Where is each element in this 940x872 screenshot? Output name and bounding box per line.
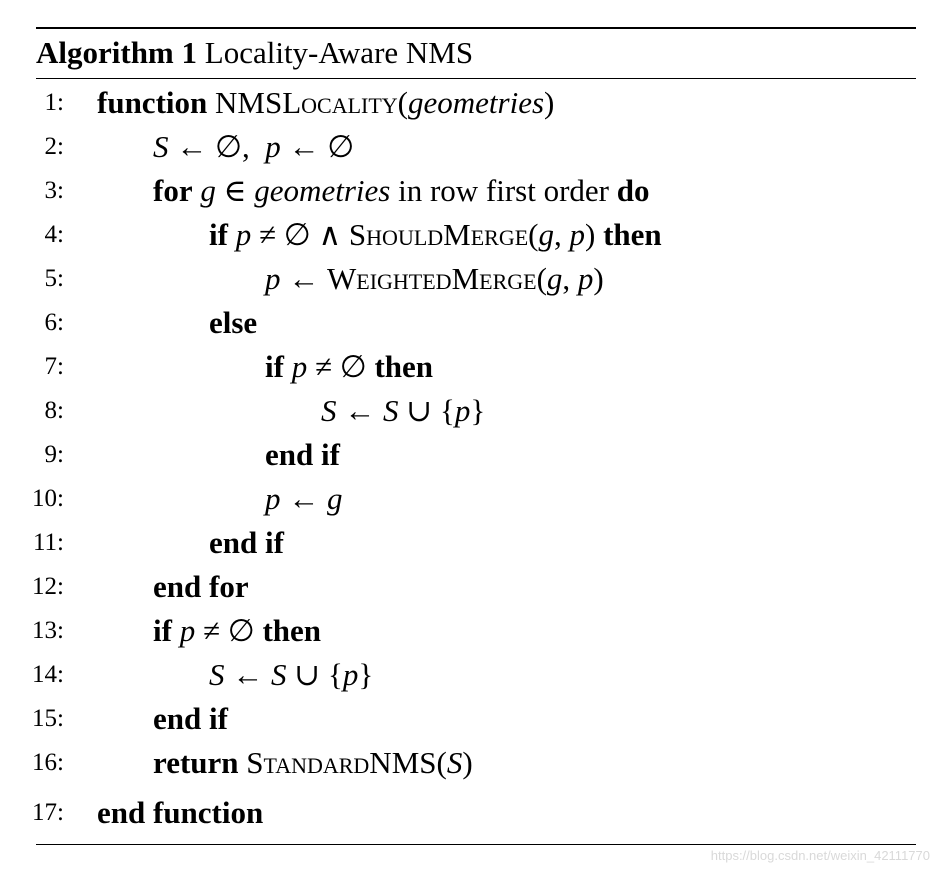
algorithm-caption bbox=[36, 33, 473, 73]
line-number: 5: bbox=[44, 265, 64, 292]
top-rule bbox=[36, 27, 916, 29]
line-code: S ← S ∪ {p} bbox=[209, 657, 374, 692]
line-number: 8: bbox=[44, 397, 64, 424]
line-code: p ← WeightedMerge(g, p) bbox=[265, 261, 604, 296]
line-code: if p ≠ ∅ then bbox=[153, 613, 322, 648]
line-code: end function bbox=[97, 795, 264, 830]
line-code: return StandardNMS(S) bbox=[153, 745, 473, 780]
line-number: 9: bbox=[44, 441, 64, 468]
line-number: 2: bbox=[44, 133, 64, 160]
line-code: end for bbox=[153, 569, 249, 604]
line-code: if p ≠ ∅ then bbox=[265, 349, 434, 384]
line-code: end if bbox=[209, 525, 284, 560]
caption-rule bbox=[36, 78, 916, 79]
line-code: end if bbox=[153, 701, 228, 736]
line-code: if p ≠ ∅ ∧ ShouldMerge(g, p) then bbox=[209, 217, 662, 252]
line-number: 4: bbox=[44, 221, 64, 248]
line-code: function NMSLocality(geometries) bbox=[97, 85, 555, 120]
line-number: 3: bbox=[44, 177, 64, 204]
line-code: p ← g bbox=[265, 481, 343, 516]
line-number: 12: bbox=[32, 573, 64, 600]
line-number: 11: bbox=[32, 529, 64, 556]
algorithm-label: Algorithm 1 bbox=[36, 35, 198, 70]
line-number: 15: bbox=[32, 705, 64, 732]
line-code: end if bbox=[265, 437, 340, 472]
line-number: 14: bbox=[32, 661, 64, 688]
watermark: https://blog.csdn.net/weixin_42111770 bbox=[710, 848, 930, 863]
line-code: for g ∈ geometries in row first order do bbox=[153, 173, 650, 208]
line-number: 10: bbox=[32, 485, 64, 512]
line-number: 16: bbox=[32, 749, 64, 776]
algorithm-title: Locality-Aware NMS bbox=[204, 35, 474, 70]
line-number: 7: bbox=[44, 353, 64, 380]
line-number: 6: bbox=[44, 309, 64, 336]
line-number: 1: bbox=[44, 89, 64, 116]
line-code: else bbox=[209, 305, 258, 340]
line-code: S ← S ∪ {p} bbox=[321, 393, 486, 428]
line-number: 17: bbox=[32, 799, 64, 826]
line-number: 13: bbox=[32, 617, 64, 644]
line-code: S ← ∅, p ← ∅ bbox=[153, 129, 355, 164]
bottom-rule bbox=[36, 844, 916, 845]
